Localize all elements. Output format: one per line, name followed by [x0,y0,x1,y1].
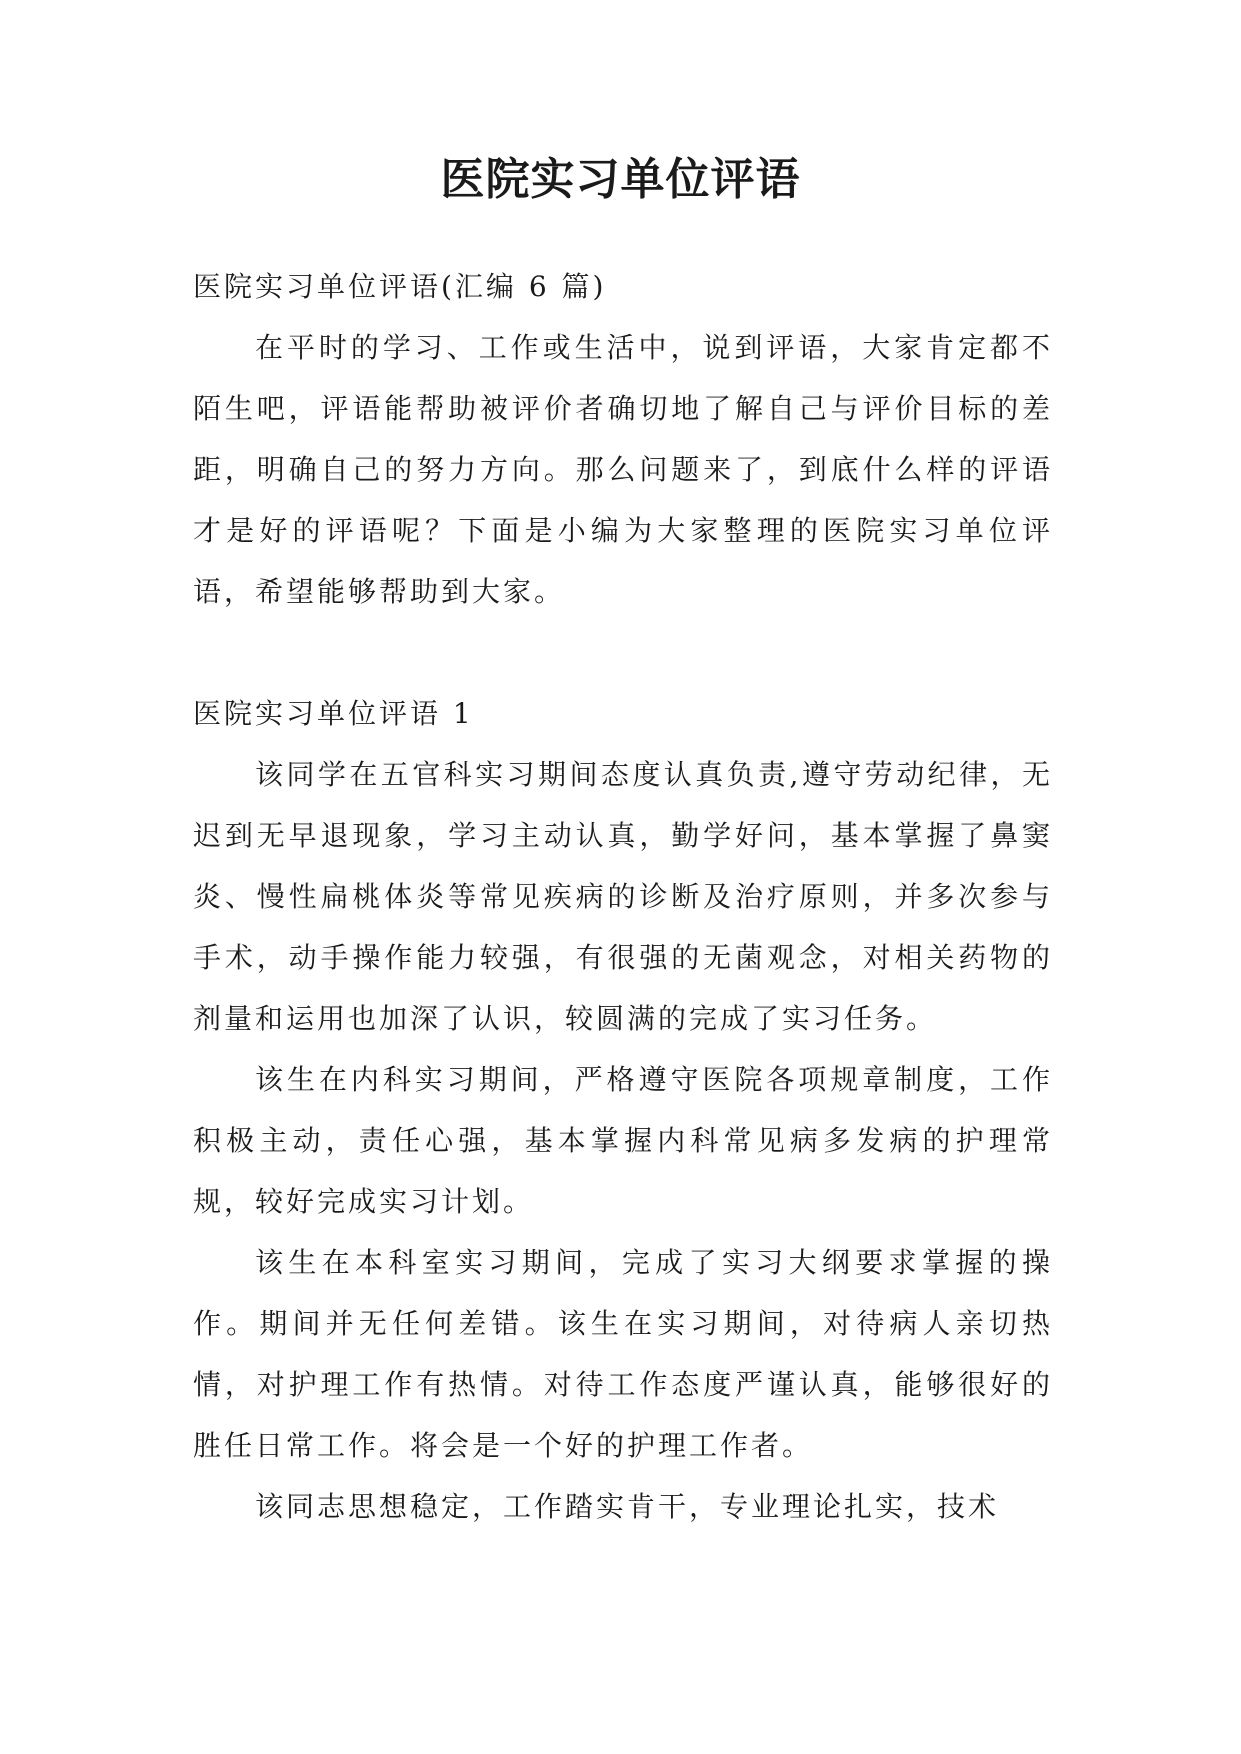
body-paragraph: 该同志思想稳定，工作踏实肯干，专业理论扎实，技术 [255,1490,1000,1523]
section-heading: 医院实习单位评语 1 [193,697,474,730]
body-paragraph: 该同学在五官科实习期间态度认真负责,遵守劳动纪律，无迟到无早退现象，学习主动认真，勤学好问，基本掌握了鼻窦炎、慢性扁桃体炎等常见疾病的诊断及治疗原则，并多次参与手术，动手操作能力较强，有很强的无菌观念，对相关药物的剂量和运用也加深了认识，较圆满的完成了实习任务。 [193,758,1053,1035]
body-paragraph: 该生在本科室实习期间，完成了实习大纲要求掌握的操作。期间并无任何差错。该生在实习期间，对待病人亲切热情，对护理工作有热情。对待工作态度严谨认真，能够很好的胜任日常工作。将会是一个好的护理工作者。 [193,1246,1053,1462]
body-paragraph: 该生在内科实习期间，严格遵守医院各项规章制度，工作积极主动，责任心强，基本掌握内科常见病多发病的护理常规，较好完成实习计划。 [193,1063,1053,1218]
document-body [193,256,1053,1537]
intro-paragraph: 在平时的学习、工作或生活中，说到评语，大家肯定都不陌生吧，评语能帮助被评价者确切地了解自己与评价目标的差距，明确自己的努力方向。那么问题来了，到底什么样的评语才是好的评语呢？下面是小编为大家整理的医院实习单位评语，希望能够帮助到大家。 [193,331,1053,608]
document-title: 医院实习单位评语 [440,154,801,205]
document-subtitle: 医院实习单位评语(汇编 6 篇) [193,270,607,303]
